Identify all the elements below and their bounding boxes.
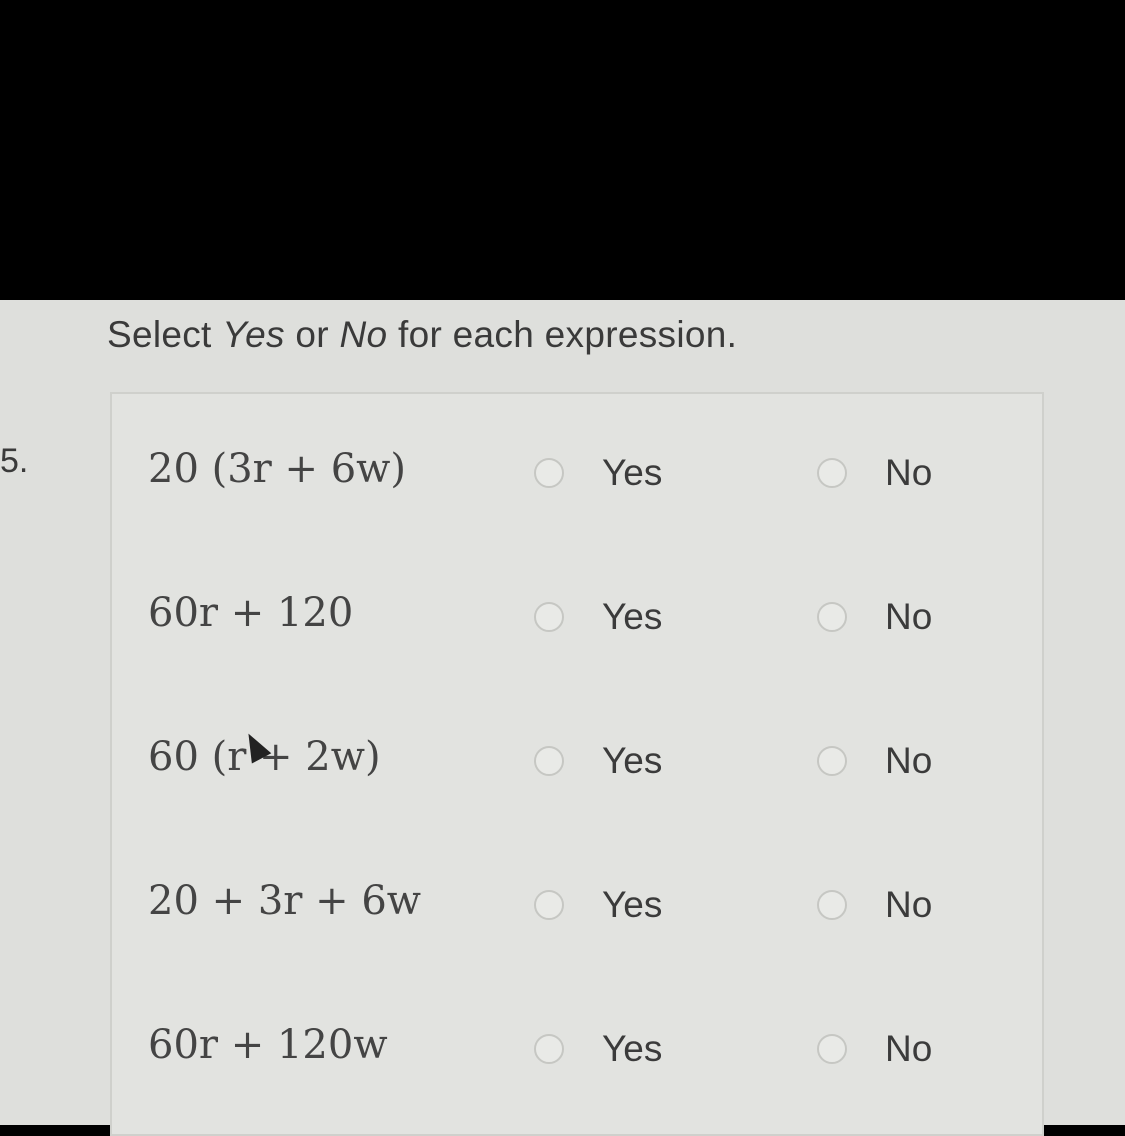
answer-table — [110, 392, 1044, 1136]
no-label[interactable]: No — [885, 452, 933, 493]
yes-radio[interactable] — [534, 746, 564, 776]
no-radio[interactable] — [817, 746, 847, 776]
table-row — [112, 432, 1042, 512]
yes-label[interactable]: Yes — [602, 1028, 663, 1069]
no-label[interactable]: No — [885, 1028, 933, 1069]
expression: 60r + 120w — [148, 1022, 388, 1068]
expression: 60 (r + 2w) — [148, 734, 381, 780]
table-row — [112, 576, 1042, 656]
table-row — [112, 1008, 1042, 1088]
table-row — [112, 864, 1042, 944]
expression: 20 + 3r + 6w — [148, 878, 422, 924]
question-number: 5. — [0, 442, 29, 480]
yes-radio[interactable] — [534, 458, 564, 488]
no-radio[interactable] — [817, 602, 847, 632]
expression: 20 (3r + 6w) — [148, 446, 407, 492]
instruction-suffix: for each expression. — [387, 314, 738, 355]
instruction-prefix: Select — [107, 314, 223, 355]
yes-radio[interactable] — [534, 1034, 564, 1064]
instruction-text — [107, 314, 737, 356]
instruction-yes-word: Yes — [222, 314, 285, 355]
no-label[interactable]: No — [885, 884, 933, 925]
expression: 60r + 120 — [148, 590, 354, 636]
no-label[interactable]: No — [885, 740, 933, 781]
yes-radio[interactable] — [534, 890, 564, 920]
instruction-middle: or — [284, 314, 340, 355]
yes-radio[interactable] — [534, 602, 564, 632]
yes-label[interactable]: Yes — [602, 596, 663, 637]
question-screen — [0, 300, 1125, 1125]
yes-label[interactable]: Yes — [602, 884, 663, 925]
yes-label[interactable]: Yes — [602, 740, 663, 781]
instruction-no-word: No — [339, 314, 388, 355]
no-radio[interactable] — [817, 458, 847, 488]
yes-label[interactable]: Yes — [602, 452, 663, 493]
no-label[interactable]: No — [885, 596, 933, 637]
no-radio[interactable] — [817, 1034, 847, 1064]
no-radio[interactable] — [817, 890, 847, 920]
